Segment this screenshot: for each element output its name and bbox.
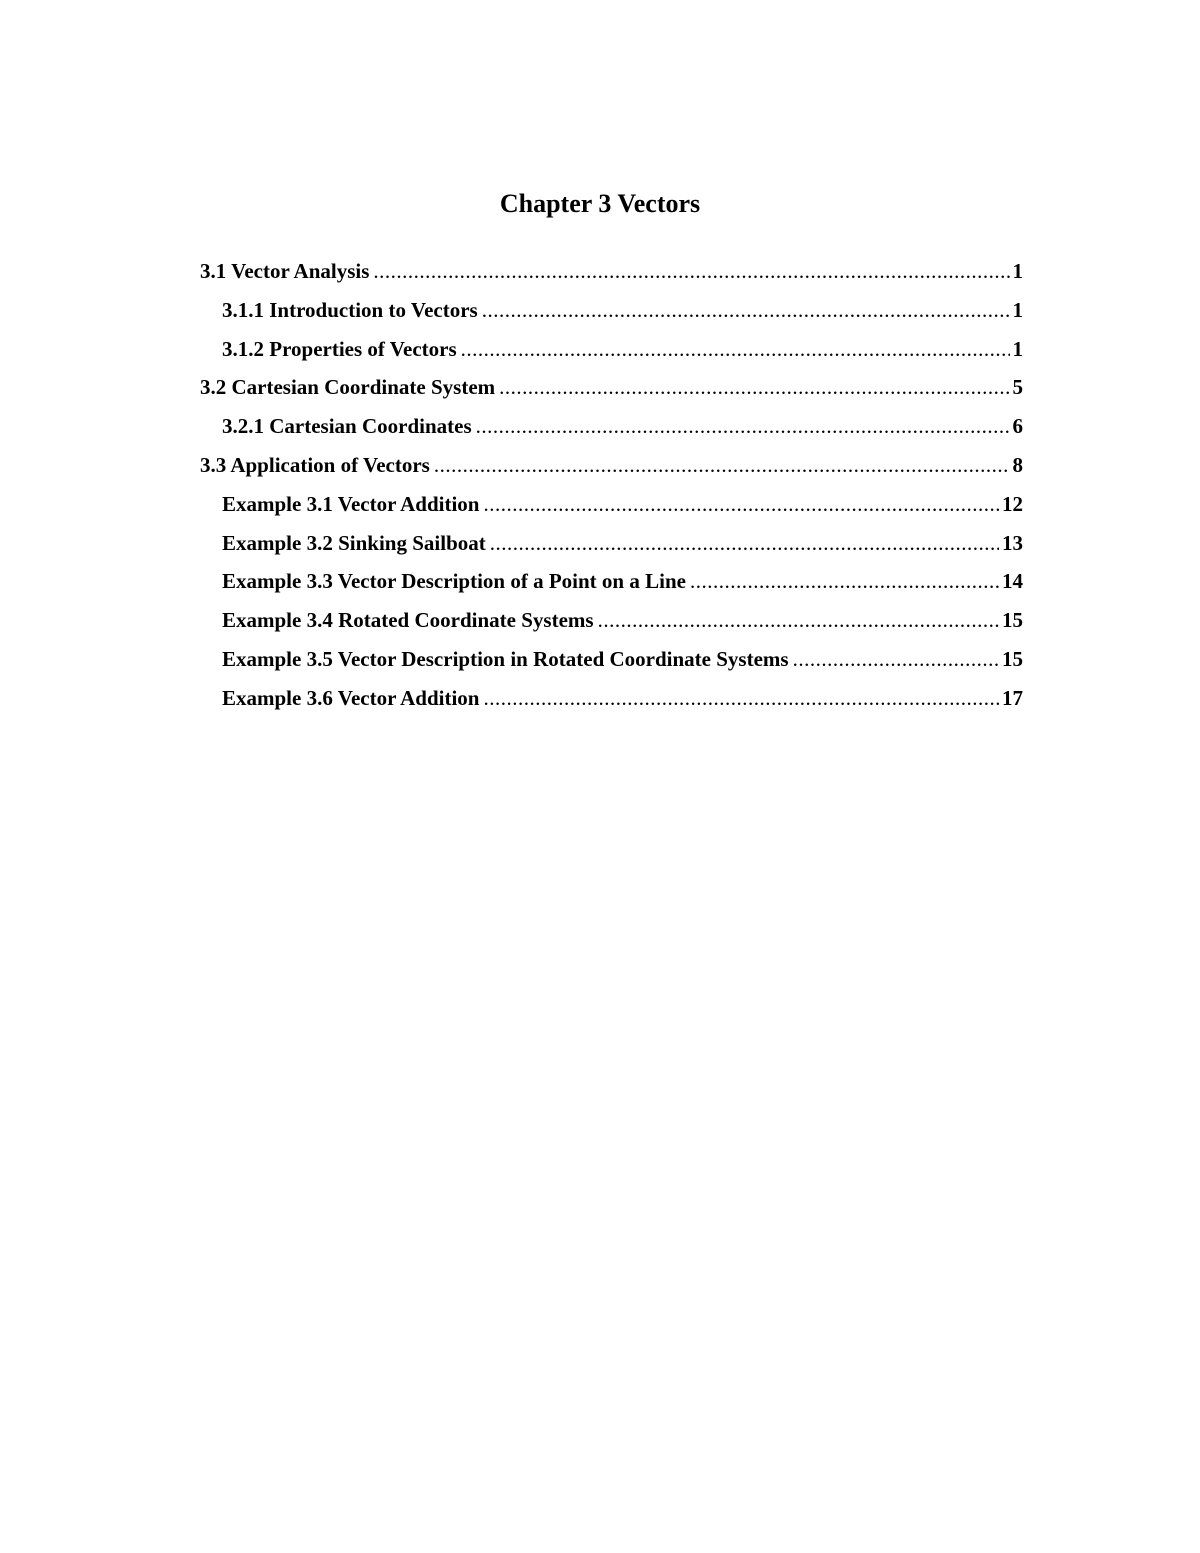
toc-entry-label: 3.1.1 Introduction to Vectors bbox=[222, 297, 478, 322]
toc-page-number: 8 bbox=[1012, 452, 1023, 477]
toc-entry-label: Example 3.6 Vector Addition bbox=[222, 685, 480, 710]
toc-page-number: 15 bbox=[1002, 608, 1023, 633]
dot-leader bbox=[499, 375, 1009, 400]
table-of-contents bbox=[200, 259, 1023, 725]
toc-page-number: 14 bbox=[1002, 569, 1023, 594]
toc-entry-example-3-3[interactable] bbox=[200, 569, 1023, 608]
dot-leader bbox=[483, 686, 999, 711]
toc-entry-3-1-1[interactable] bbox=[200, 298, 1023, 337]
toc-entry-3-1-2[interactable] bbox=[200, 337, 1023, 376]
toc-entry-label: Example 3.5 Vector Description in Rotated Coordinate Systems bbox=[222, 646, 789, 671]
toc-page-number: 12 bbox=[1002, 491, 1023, 516]
dot-leader bbox=[461, 337, 1010, 362]
toc-entry-label: 3.2.1 Cartesian Coordinates bbox=[222, 414, 472, 439]
dot-leader bbox=[793, 647, 999, 672]
toc-entry-label: Example 3.4 Rotated Coordinate Systems bbox=[222, 608, 594, 633]
toc-entry-example-3-1[interactable] bbox=[200, 492, 1023, 531]
toc-page-number: 1 bbox=[1012, 297, 1023, 322]
toc-entry-3-2-1[interactable] bbox=[200, 414, 1023, 453]
toc-entry-3-1[interactable] bbox=[200, 259, 1023, 298]
dot-leader bbox=[476, 414, 1010, 439]
dot-leader bbox=[598, 608, 999, 633]
toc-entry-label: 3.1 Vector Analysis bbox=[200, 259, 370, 283]
toc-page-number: 5 bbox=[1012, 375, 1023, 400]
toc-entry-label: Example 3.2 Sinking Sailboat bbox=[222, 530, 486, 555]
toc-entry-3-2[interactable] bbox=[200, 375, 1023, 414]
dot-leader bbox=[434, 453, 1010, 478]
toc-page-number: 15 bbox=[1002, 646, 1023, 671]
toc-page-number: 17 bbox=[1002, 685, 1023, 710]
toc-entry-example-3-5[interactable] bbox=[200, 647, 1023, 686]
dot-leader bbox=[490, 531, 999, 556]
toc-entry-example-3-4[interactable] bbox=[200, 608, 1023, 647]
toc-entry-example-3-2[interactable] bbox=[200, 531, 1023, 570]
chapter-title: Chapter 3 Vectors bbox=[499, 189, 701, 218]
toc-entry-label: 3.1.2 Properties of Vectors bbox=[222, 336, 457, 361]
dot-leader bbox=[373, 259, 1009, 284]
toc-entry-example-3-6[interactable] bbox=[200, 686, 1023, 725]
toc-entry-label: Example 3.3 Vector Description of a Point on a Line bbox=[222, 569, 686, 594]
dot-leader bbox=[690, 569, 999, 594]
toc-page-number: 13 bbox=[1002, 530, 1023, 555]
dot-leader bbox=[483, 492, 999, 517]
dot-leader bbox=[482, 298, 1010, 323]
toc-entry-label: Example 3.1 Vector Addition bbox=[222, 491, 480, 516]
toc-entry-label: 3.3 Application of Vectors bbox=[200, 452, 430, 477]
toc-entry-3-3[interactable] bbox=[200, 453, 1023, 492]
toc-page-number: 6 bbox=[1012, 414, 1023, 439]
toc-entry-label: 3.2 Cartesian Coordinate System bbox=[200, 375, 496, 400]
toc-page-number: 1 bbox=[1012, 259, 1023, 283]
toc-page-number: 1 bbox=[1012, 336, 1023, 361]
